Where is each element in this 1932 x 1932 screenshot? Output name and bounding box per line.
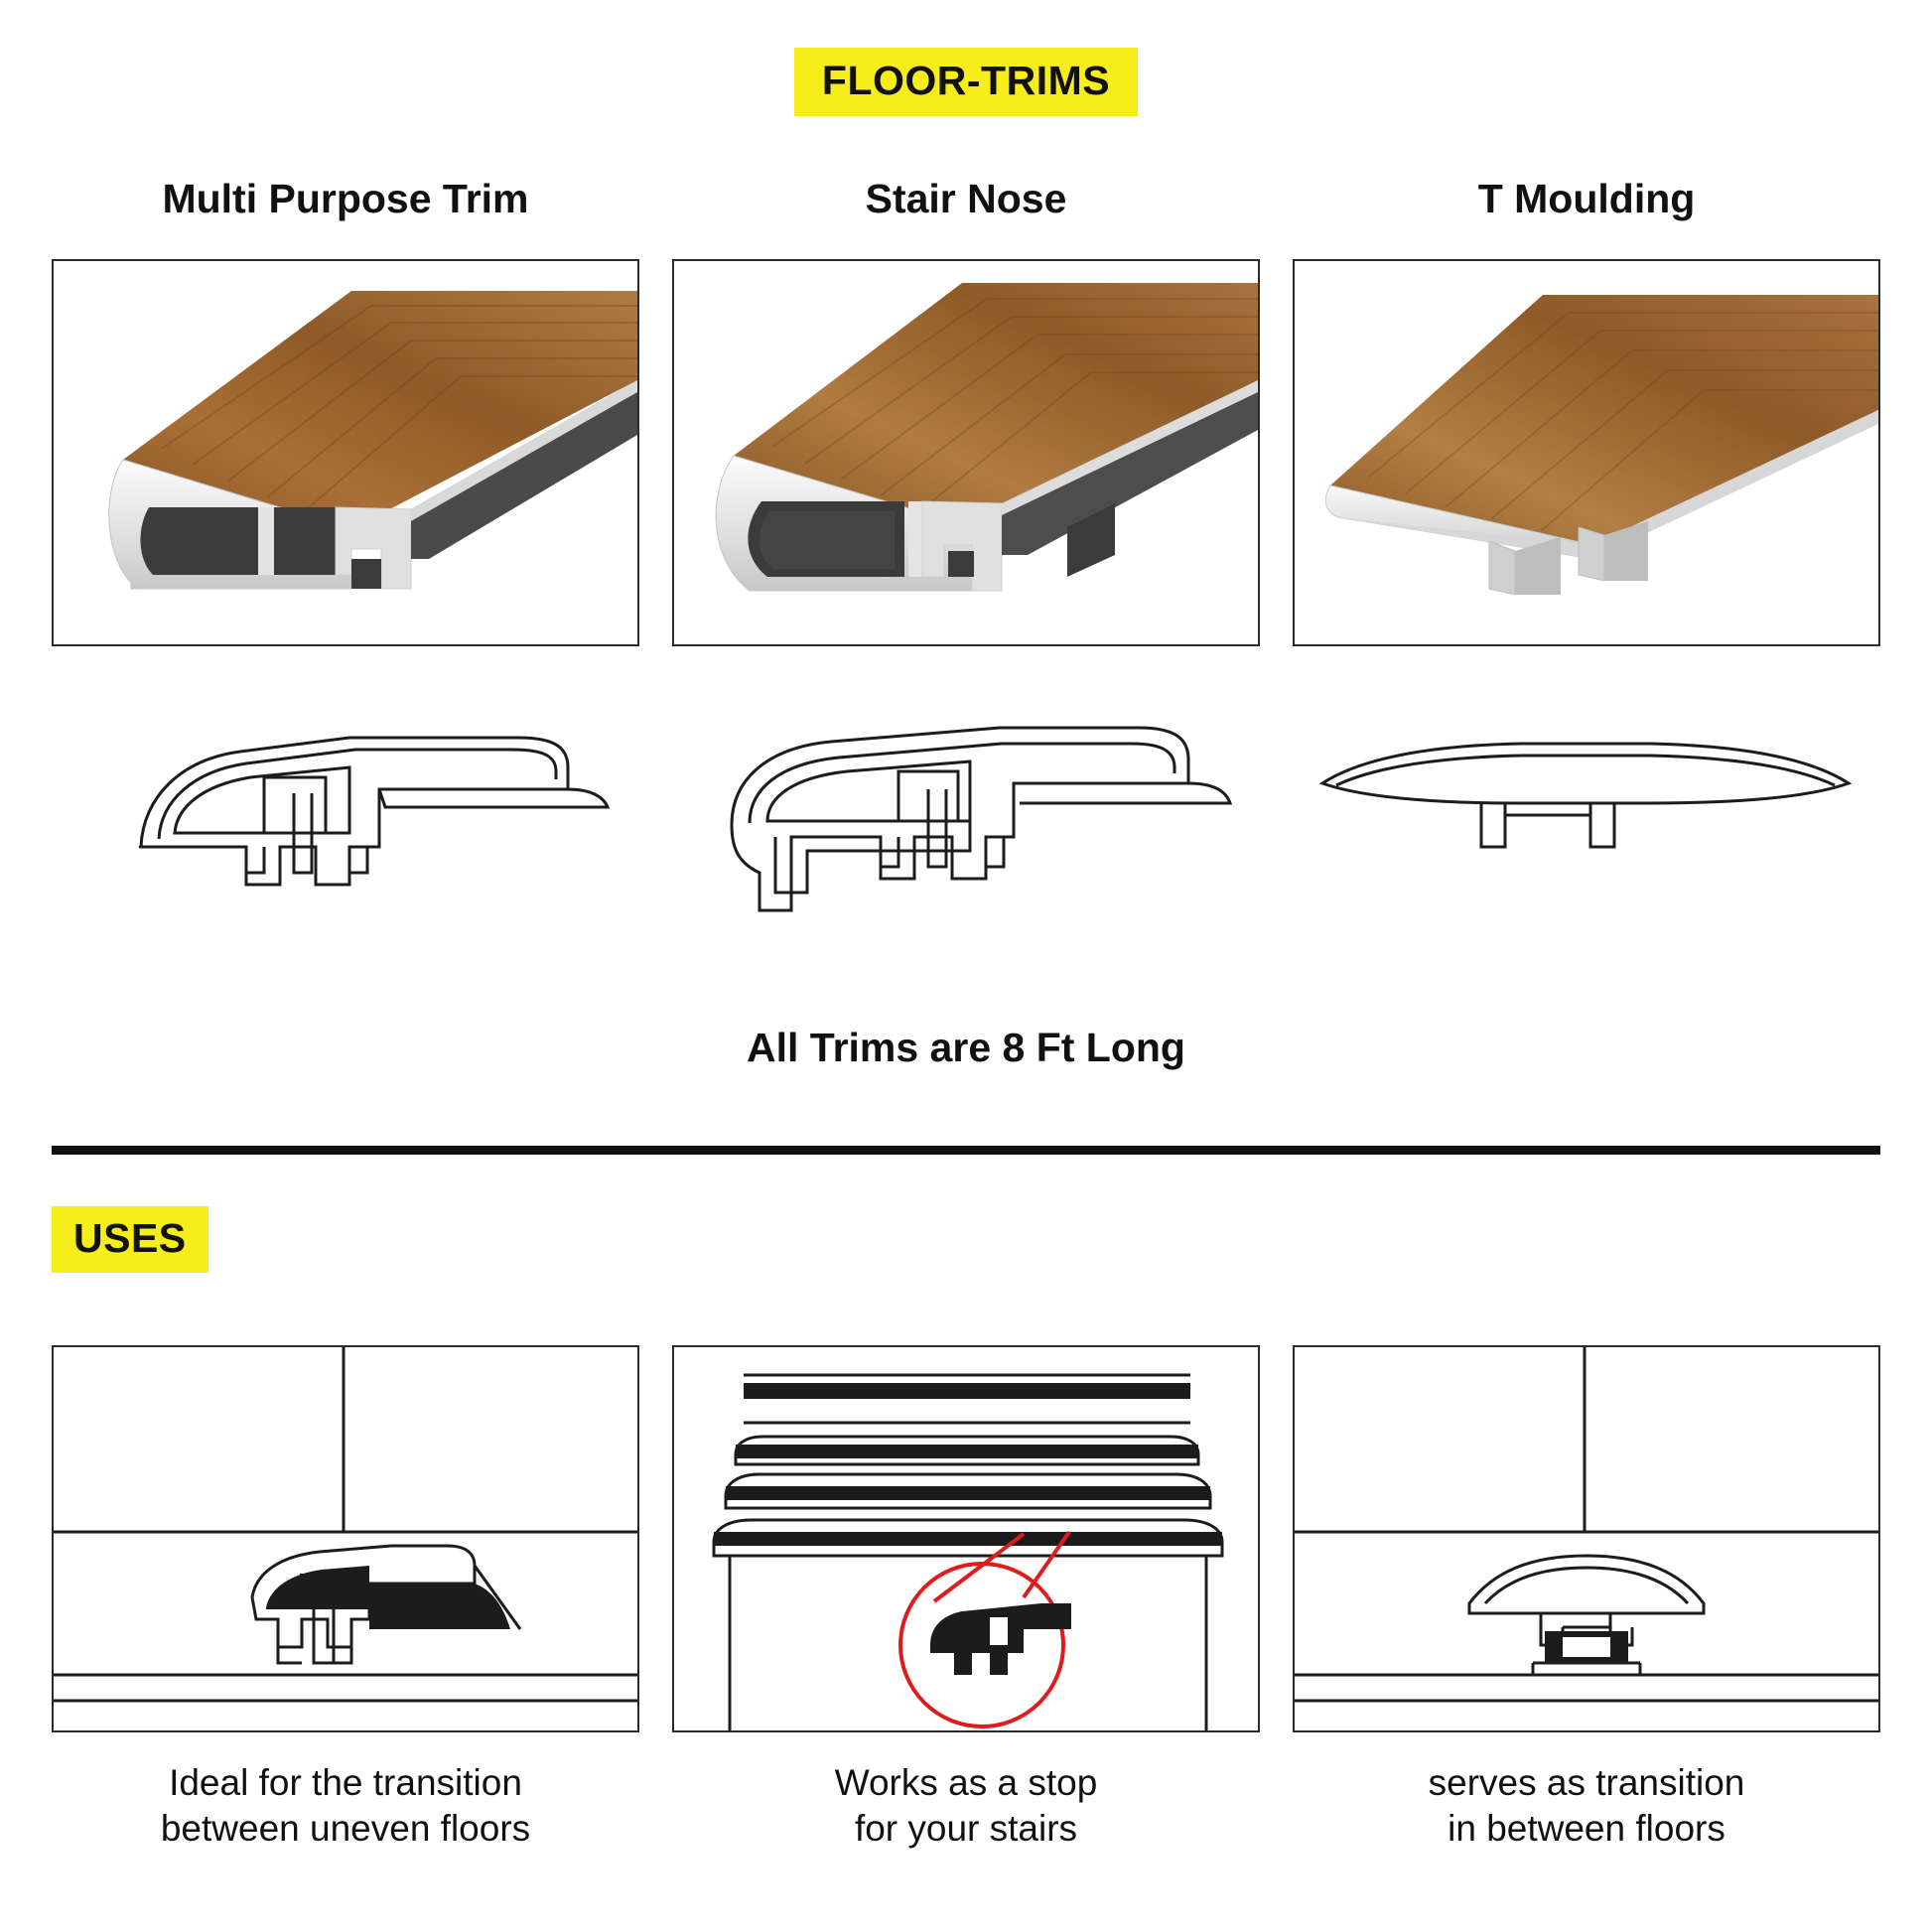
use-caption-line-2: in between floors [1448,1808,1725,1850]
trims-row [52,177,1880,956]
trim-title: Multi Purpose Trim [162,176,529,221]
use-caption-line-1: Ideal for the transition [169,1762,522,1803]
header [0,48,1932,116]
multi-purpose-trim-profile [52,698,639,956]
uses-row [52,1345,1880,1853]
uses-badge: USES [52,1206,208,1273]
use-column-uneven-floors [52,1345,639,1853]
trim-column-t-moulding [1293,177,1880,956]
trim-title: Stair Nose [865,176,1067,221]
trim-column-multi-purpose [52,177,639,956]
use-caption-line-2: between uneven floors [160,1808,531,1850]
stair-nose-photo [672,259,1260,646]
t-moulding-profile [1293,698,1880,956]
trim-column-stair-nose [672,177,1260,956]
page-title: FLOOR-TRIMS [794,48,1138,116]
use-caption [1293,1760,1880,1853]
use-caption-line-1: Works as a stop [834,1762,1098,1803]
use-caption-line-1: serves as transition [1428,1762,1745,1803]
use-caption-line-2: for your stairs [854,1808,1078,1850]
use-caption [672,1760,1260,1853]
stair-nose-profile [672,698,1260,956]
floor-transition-diagram [1293,1345,1880,1732]
multi-purpose-trim-photo [52,259,639,646]
use-column-stair-stop [672,1345,1260,1853]
trim-length-note: All Trims are 8 Ft Long [747,1025,1185,1070]
t-moulding-photo [1293,259,1880,646]
stair-stop-diagram [672,1345,1260,1732]
section-divider [52,1146,1880,1155]
use-caption [52,1760,639,1853]
uneven-floor-transition-diagram [52,1345,639,1732]
uses-header [52,1206,208,1273]
use-column-floor-transition [1293,1345,1880,1853]
trim-title: T Moulding [1477,176,1696,221]
